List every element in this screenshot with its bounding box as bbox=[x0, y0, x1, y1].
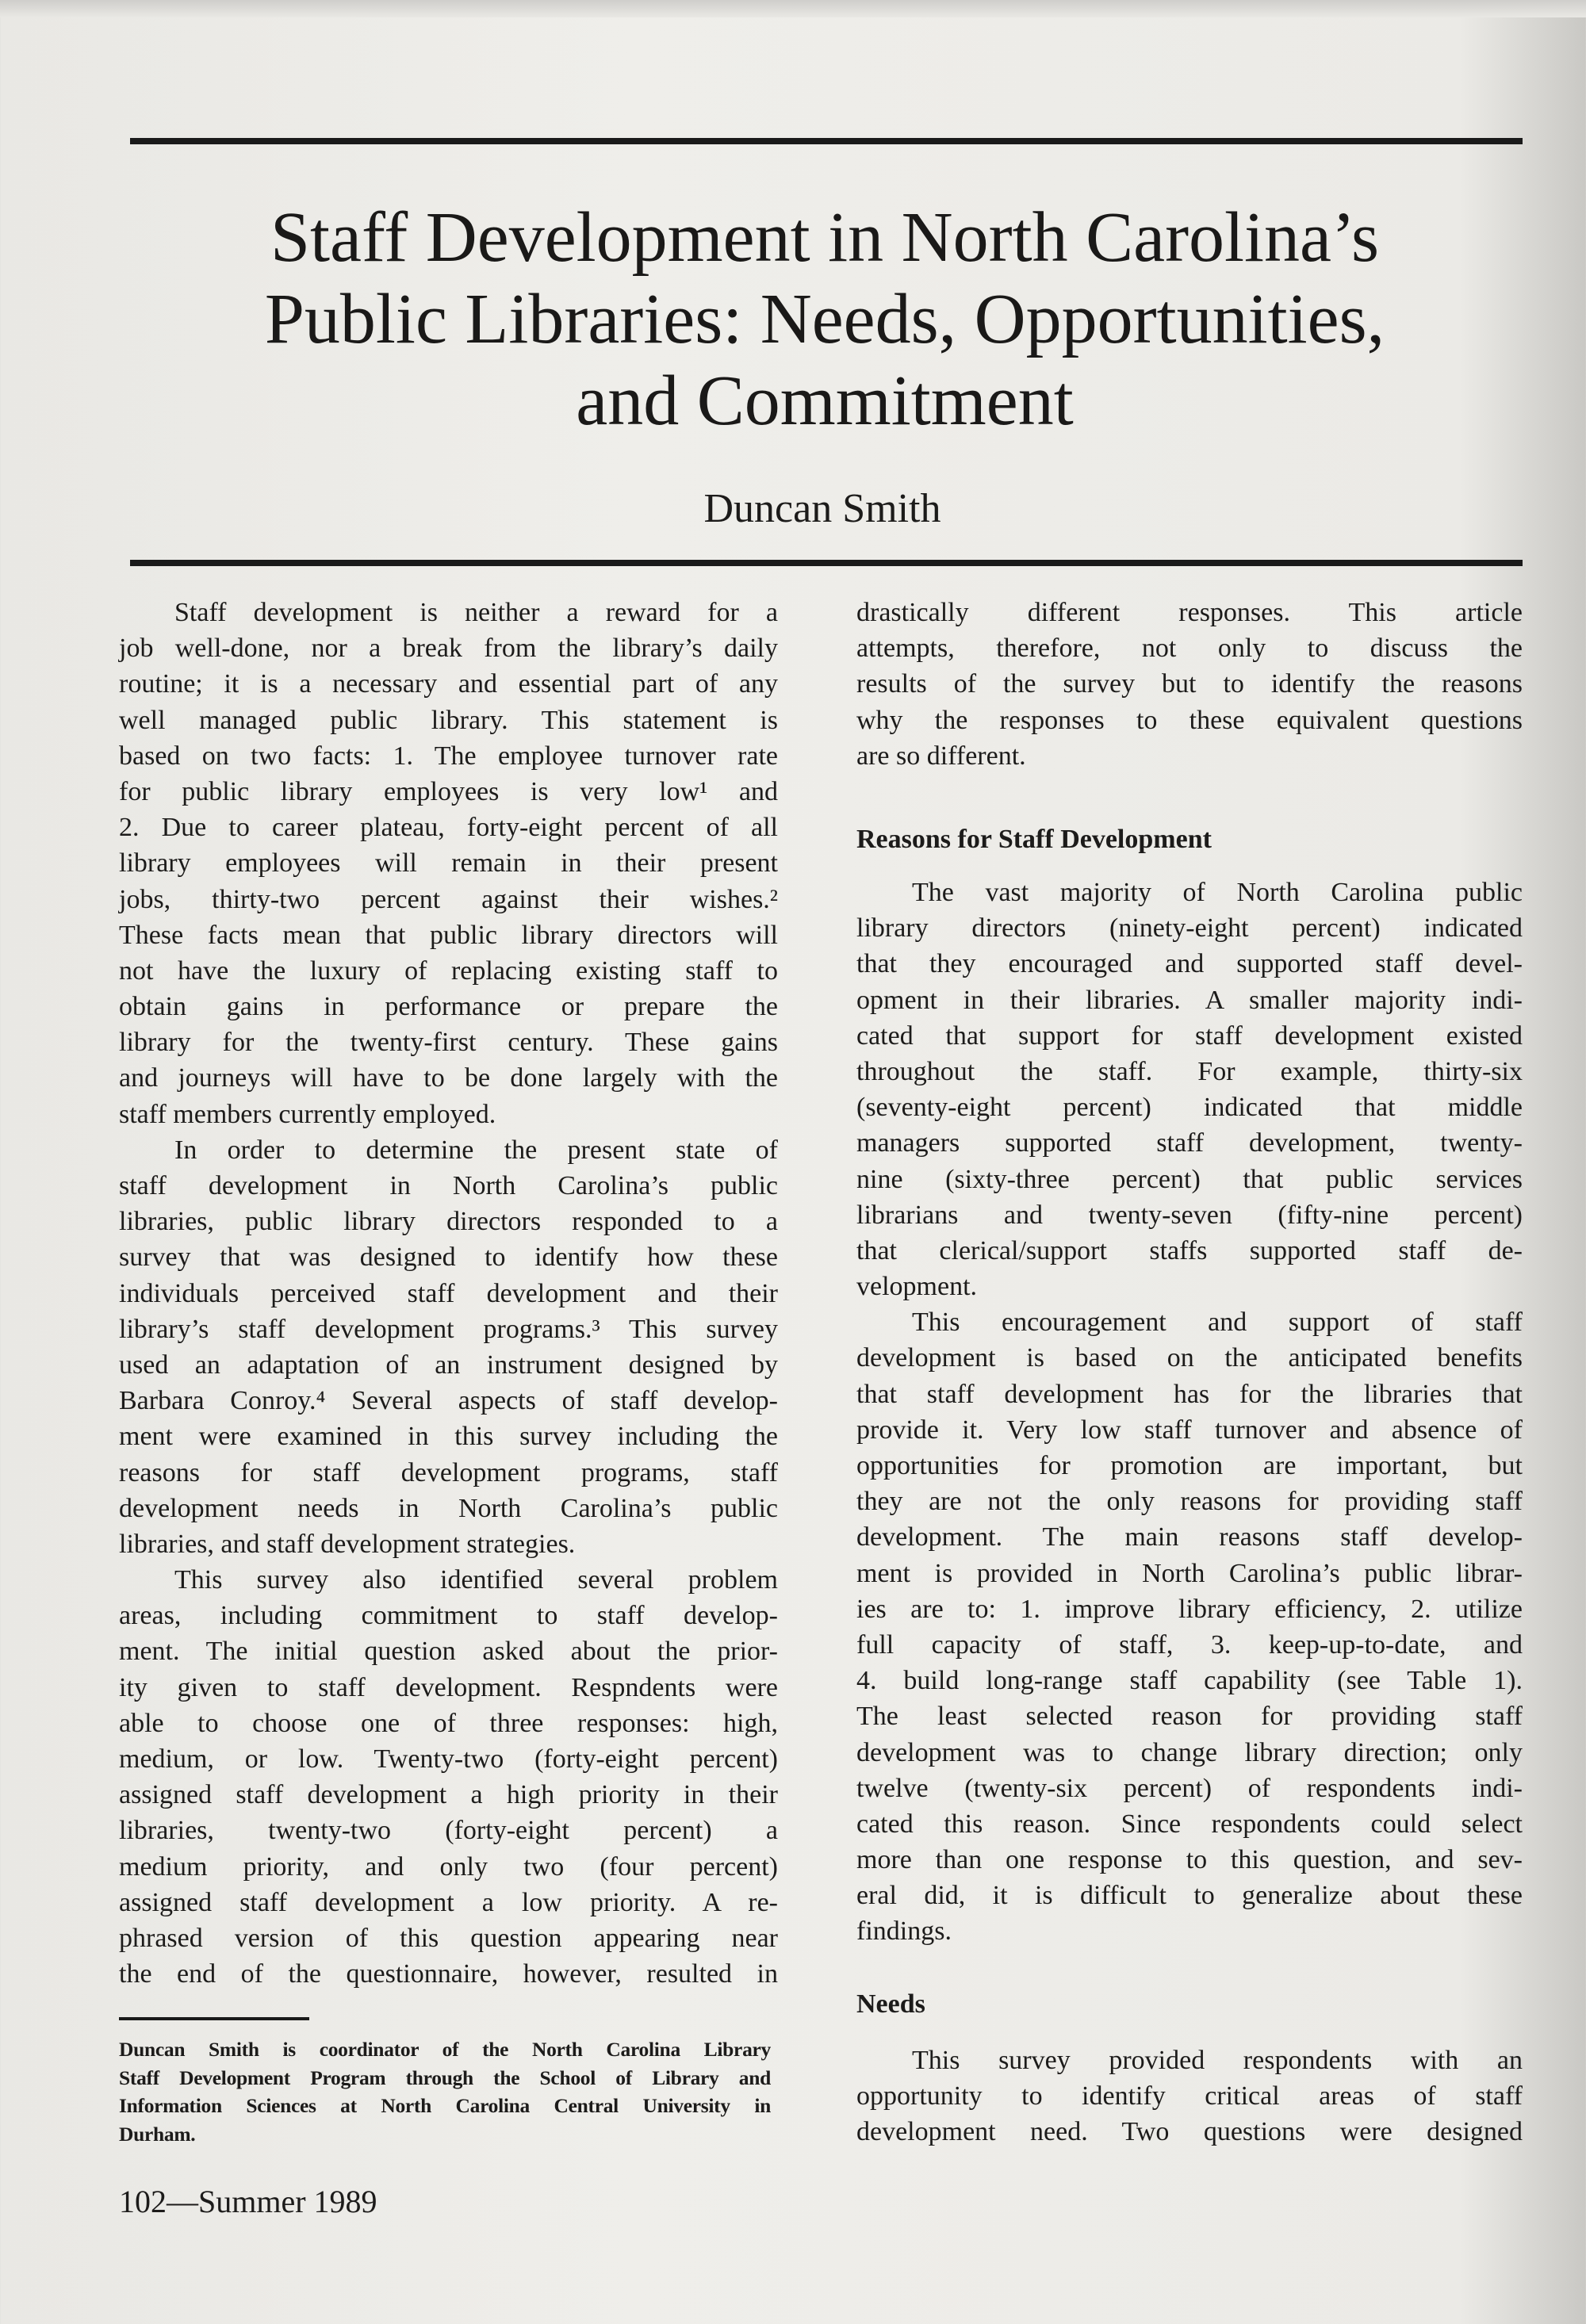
article-title bbox=[119, 197, 1530, 442]
text-line: cated that support for staff development existed bbox=[856, 1020, 1523, 1051]
text-line: opportunity to identify critical areas of staff bbox=[856, 2081, 1523, 2112]
left-column bbox=[119, 595, 778, 1992]
text-line: for public library employees is very low¹ and bbox=[119, 776, 778, 806]
text-line: ment. The initial question asked about the prior- bbox=[119, 1637, 778, 1667]
paragraph bbox=[119, 595, 778, 1132]
paragraph bbox=[856, 1304, 1523, 1949]
text-line: well managed public library. This statement is bbox=[119, 705, 778, 735]
text-line: medium, or low. Twenty-two (forty-eight percent) bbox=[119, 1744, 778, 1774]
section-heading-reasons: Reasons for Staff Development bbox=[856, 825, 1212, 854]
text-line: eral did, it is difficult to generalize about these bbox=[856, 1881, 1523, 1911]
text-line: based on two facts: 1. The employee turnover rate bbox=[119, 741, 778, 771]
text-line: the end of the questionnaire, however, resulted in bbox=[119, 1959, 778, 1989]
text-line: librarians and twenty-seven (fifty-nine percent) bbox=[856, 1200, 1523, 1230]
text-line: medium priority, and only two (four percent) bbox=[119, 1851, 778, 1882]
paragraph bbox=[119, 1132, 778, 1562]
text-line: more than one response to this question, and sev- bbox=[856, 1845, 1523, 1875]
text-line: libraries, twenty-two (forty-eight percent) a bbox=[119, 1816, 778, 1846]
text-line: development was to change library direction; only bbox=[856, 1737, 1523, 1767]
text-line: library for the twenty-first century. These gains bbox=[119, 1028, 778, 1058]
page-folio: 102—Summer 1989 bbox=[119, 2184, 377, 2219]
scan-edge bbox=[0, 0, 1586, 17]
text-line: attempts, therefore, not only to discuss the bbox=[856, 634, 1523, 664]
text-line: jobs, thirty-two percent against their wishes.² bbox=[119, 884, 778, 914]
section-heading-needs: Needs bbox=[856, 1989, 925, 2019]
text-line: development. The main reasons staff develop- bbox=[856, 1522, 1523, 1553]
paragraph bbox=[856, 595, 1523, 774]
text-line: library employees will remain in their present bbox=[119, 848, 778, 879]
text-line: assigned staff development a high priority in their bbox=[119, 1780, 778, 1810]
text-line: 2. Due to career plateau, forty-eight percent of all bbox=[119, 813, 778, 843]
text-line: drastically different responses. This article bbox=[856, 598, 1523, 627]
text-line: results of the survey but to identify the reasons bbox=[856, 669, 1523, 699]
text-line: and journeys will have to be done largely with the bbox=[119, 1063, 778, 1093]
text-line: throughout the staff. For example, thirty-six bbox=[856, 1056, 1523, 1086]
text-line: opment in their libraries. A smaller majority indi- bbox=[856, 985, 1523, 1015]
text-line: libraries, public library directors responded to a bbox=[119, 1207, 778, 1237]
text-line: This survey also identified several problem bbox=[174, 1565, 778, 1595]
footnote-rule bbox=[119, 2017, 309, 2020]
text-line: development needs in North Carolina’s public bbox=[119, 1493, 778, 1523]
text-line: able to choose one of three responses: high, bbox=[119, 1708, 778, 1738]
text-line: 4. build long-range staff capability (see Table 1). bbox=[856, 1666, 1523, 1696]
text-line: development is based on the anticipated benefits bbox=[856, 1343, 1523, 1373]
text-line: job well-done, nor a break from the library’s daily bbox=[119, 634, 778, 664]
text-line: Barbara Conroy.⁴ Several aspects of staff develop- bbox=[119, 1386, 778, 1416]
title-line: Staff Development in North Carolina’s bbox=[270, 198, 1380, 277]
text-line: opportunities for promotion are important, but bbox=[856, 1451, 1523, 1480]
text-line: that staff development has for the libraries that bbox=[856, 1379, 1523, 1409]
text-line: phrased version of this question appearing near bbox=[119, 1923, 778, 1953]
text-line: (seventy-eight percent) indicated that middle bbox=[856, 1093, 1523, 1123]
author-byline: Duncan Smith bbox=[703, 486, 941, 531]
paragraph bbox=[856, 2043, 1523, 2150]
text-line: development need. Two questions were designed bbox=[856, 2117, 1523, 2147]
text-line: This encouragement and support of staff bbox=[912, 1307, 1523, 1338]
text-line: that clerical/support staffs supported staff de- bbox=[856, 1235, 1523, 1265]
text-line: library directors (ninety-eight percent) indicated bbox=[856, 913, 1523, 944]
needs-section bbox=[856, 2043, 1523, 2150]
text-line: The least selected reason for providing staff bbox=[856, 1702, 1523, 1732]
text-line: Durham. bbox=[119, 2122, 196, 2146]
text-line: Staff Development Program through the School of Library and bbox=[119, 2066, 771, 2089]
text-line: velopment. bbox=[856, 1272, 978, 1302]
text-line: are so different. bbox=[856, 741, 1026, 771]
text-line: why the responses to these equivalent questions bbox=[856, 705, 1523, 735]
text-line: Information Sciences at North Carolina Central University in bbox=[119, 2094, 771, 2117]
text-line: routine; it is a necessary and essential part of any bbox=[119, 669, 778, 699]
text-line: The vast majority of North Carolina public bbox=[912, 878, 1523, 907]
title-line: and Commitment bbox=[576, 362, 1074, 440]
text-line: ment were examined in this survey including the bbox=[119, 1422, 778, 1452]
text-line: nine (sixty-three percent) that public services bbox=[856, 1164, 1523, 1194]
text-line: cated this reason. Since respondents could select bbox=[856, 1809, 1523, 1839]
reasons-section bbox=[856, 875, 1523, 1950]
text-line: libraries, and staff development strategies. bbox=[119, 1529, 576, 1559]
text-line: Staff development is neither a reward for a bbox=[174, 598, 778, 627]
author-footnote bbox=[119, 2035, 771, 2148]
text-line: they are not the only reasons for providing staff bbox=[856, 1487, 1523, 1517]
text-line: findings. bbox=[856, 1916, 952, 1947]
text-line: In order to determine the present state of bbox=[174, 1135, 778, 1165]
text-line: ity given to staff development. Respndents were bbox=[119, 1672, 778, 1702]
text-line: areas, including commitment to staff develop- bbox=[119, 1601, 778, 1631]
paragraph bbox=[119, 2035, 771, 2148]
text-line: that they encouraged and supported staff devel- bbox=[856, 949, 1523, 979]
text-line: assigned staff development a low priority. A re- bbox=[119, 1887, 778, 1917]
text-line: reasons for staff development programs, staff bbox=[119, 1457, 778, 1487]
text-line: staff members currently employed. bbox=[119, 1099, 496, 1129]
text-line: twelve (twenty-six percent) of respondents indi- bbox=[856, 1773, 1523, 1803]
paragraph bbox=[119, 1562, 778, 1992]
text-line: Duncan Smith is coordinator of the North Carolina Library bbox=[119, 2038, 771, 2061]
text-line: survey that was designed to identify how these bbox=[119, 1242, 778, 1273]
text-line: staff development in North Carolina’s public bbox=[119, 1171, 778, 1200]
text-line: full capacity of staff, 3. keep-up-to-date, and bbox=[856, 1629, 1523, 1660]
text-line: individuals perceived staff development and their bbox=[119, 1278, 778, 1308]
paragraph bbox=[856, 875, 1523, 1304]
text-line: ment is provided in North Carolina’s public librar- bbox=[856, 1558, 1523, 1588]
right-column-intro bbox=[856, 595, 1523, 774]
text-line: obtain gains in performance or prepare the bbox=[119, 992, 778, 1022]
title-line: Public Libraries: Needs, Opportunities, bbox=[264, 280, 1385, 358]
text-line: library’s staff development programs.³ This survey bbox=[119, 1314, 778, 1344]
text-line: provide it. Very low staff turnover and absence of bbox=[856, 1415, 1523, 1445]
title-bottom-rule bbox=[130, 560, 1523, 566]
text-line: used an adaptation of an instrument designed by bbox=[119, 1350, 778, 1380]
text-line: ies are to: 1. improve library efficiency, 2. utilize bbox=[856, 1594, 1523, 1624]
text-line: These facts mean that public library directors will bbox=[119, 920, 778, 950]
text-line: This survey provided respondents with an bbox=[912, 2046, 1523, 2075]
text-line: managers supported staff development, twenty- bbox=[856, 1128, 1523, 1158]
title-top-rule bbox=[130, 138, 1523, 144]
text-line: not have the luxury of replacing existing staff to bbox=[119, 955, 778, 986]
